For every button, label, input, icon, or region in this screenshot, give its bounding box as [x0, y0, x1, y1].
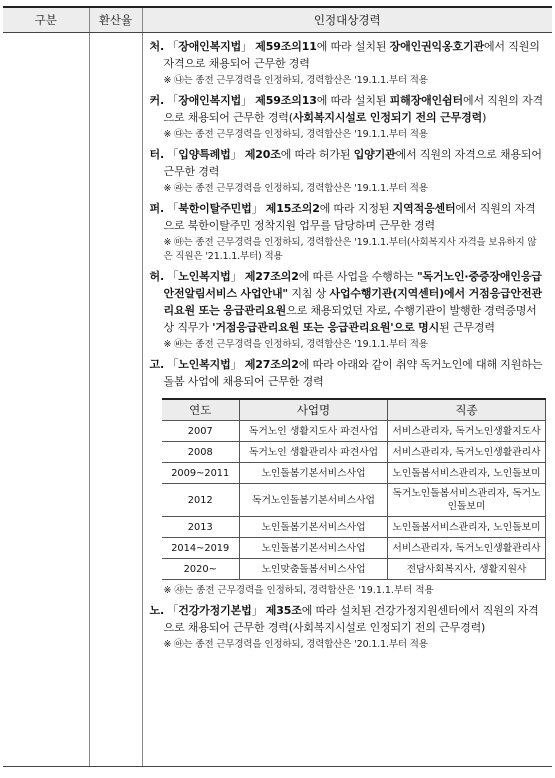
- item-note: ※ ㉲는 종전 근무경력을 인정하되, 경력합산은 '19.1.1.부터(사회복지사 자격을 보유하지 않은 직원은 '21.1.1.부터) 적용: [163, 237, 537, 262]
- header-category: 구분: [3, 7, 89, 33]
- item-note: ※ ㉳는 종전 근무경력을 인정하되, 경력합산은 '19.1.1.부터 적용: [163, 339, 428, 350]
- item-description: 「북한이탈주민법」 제15조의2에 따라 지정된 지역적응센터에서 직원의 자격으로 북한이탈주민 정착지원 업무를 담당하며 근무한 경력: [163, 202, 536, 232]
- career-items: [150, 38, 545, 390]
- conversion-rate-cell: [89, 33, 142, 767]
- year-cell: 2012: [162, 484, 240, 517]
- sub-header-job: 직종: [388, 399, 546, 421]
- item-mark: 커.: [149, 94, 165, 107]
- year-cell: 2020~: [162, 559, 240, 580]
- sub-header-program: 사업명: [240, 399, 388, 421]
- job-cell: 서비스관리자, 독거노인생활지도사: [388, 421, 546, 442]
- item-mark: 처.: [149, 40, 165, 53]
- career-item-text: [150, 602, 545, 636]
- item-note: ※ ㉵는 종전 근무경력을 인정하되, 경력합산은 '20.1.1.부터 적용: [163, 639, 428, 650]
- career-item: [150, 92, 545, 142]
- sub-header-year: 연도: [162, 399, 240, 421]
- table-row: [162, 538, 546, 559]
- recognized-career-cell: [142, 33, 552, 767]
- career-item-text: [150, 38, 545, 72]
- program-cell: 노인돌봄기본서비스사업: [240, 538, 388, 559]
- job-cell: 서비스관리자, 독거노인생활관리사: [388, 538, 546, 559]
- program-cell: 노인돌봄기본서비스사업: [240, 517, 388, 538]
- care-program-table: [162, 398, 547, 580]
- sub-table-body: [162, 421, 546, 580]
- program-cell: 노인맞춤돌봄서비스사업: [240, 559, 388, 580]
- item-mark: 고.: [149, 358, 165, 371]
- job-cell: 서비스관리자, 독거노인생활관리사: [388, 442, 546, 463]
- career-item-text: [150, 92, 545, 126]
- career-item: [150, 356, 545, 390]
- program-cell: 노인돌봄기본서비스사업: [240, 463, 388, 484]
- job-cell: 독거노인돌봄서비스관리자, 독거노인돌보미: [388, 484, 546, 517]
- table-header-row: [3, 7, 552, 33]
- item-mark: 노.: [149, 604, 165, 617]
- program-cell: 독거노인돌봄기본서비스사업: [240, 484, 388, 517]
- table-row: [162, 463, 546, 484]
- sub-table-header-row: [162, 399, 546, 421]
- career-item-text: [150, 268, 545, 336]
- career-item: [150, 268, 545, 352]
- table-row: [162, 484, 546, 517]
- header-conversion-rate: 환산율: [89, 7, 142, 33]
- career-item-last: [150, 602, 545, 652]
- item-mark: 퍼.: [149, 202, 165, 215]
- item-description: 「노인복지법」 제27조의2에 따라 아래와 같이 취약 독거노인에 대해 지원하는 돌봄 사업에 채용되어 근무한 경력: [163, 358, 543, 388]
- year-cell: 2007: [162, 421, 240, 442]
- year-cell: 2009~2011: [162, 463, 240, 484]
- after-table-note: ※ ㉴는 종전 근무경력을 인정하되, 경력합산은 '19.1.1.부터 적용: [163, 585, 434, 596]
- career-item-text: [150, 356, 545, 390]
- career-item: [150, 200, 545, 264]
- year-cell: 2013: [162, 517, 240, 538]
- item-description: 「입양특례법」 제20조에 따라 허가된 입양기관에서 직원의 자격으로 채용되어 근무한 경력: [163, 148, 542, 178]
- item-mark: 터.: [149, 148, 165, 161]
- header-recognized-career: 인정대상경력: [142, 7, 552, 33]
- year-cell: 2014~2019: [162, 538, 240, 559]
- item-description: 「장애인복지법」 제59조의13에 따라 설치된 피해장애인쉼터에서 직원의 자격으로 채용되어 근무한 경력(사회복지시설로 인정되기 전의 근무경력): [163, 94, 544, 124]
- table-row: [162, 421, 546, 442]
- career-item: [150, 38, 545, 88]
- career-item-text: [150, 200, 545, 234]
- job-cell: 전담사회복지사, 생활지원사: [388, 559, 546, 580]
- program-cell: 독거노인 생활지도사 파견사업: [240, 421, 388, 442]
- item-description: 「장애인복지법」 제59조의11에 따라 설치된 장애인권익옹호기관에서 직원의 자격으로 채용되어 근무한 경력: [163, 40, 540, 70]
- item-description: 「노인복지법」 제27조의2에 따른 사업을 수행하는 "독거노인·중증장애인응급안전알림서비스 사업안내" 지침 상 사업수행기관(지역센터)에서 거점응급안전관리요원 또는 응급관리요원으로 채용되었던 자로, 수행기관이 발행한 경력증명서상 직무가 '거점응급관리요원 또는 응급관리요원'으로 명시된 근무경력: [163, 270, 542, 334]
- table-row: [162, 517, 546, 538]
- table-row: [162, 442, 546, 463]
- item-note: ※ ㉱는 종전 근무경력을 인정하되, 경력합산은 '19.1.1.부터 적용: [163, 183, 428, 194]
- job-cell: 노인돌봄서비스관리자, 노인돌보미: [388, 517, 546, 538]
- job-cell: 노인돌봄서비스관리자, 노인돌보미: [388, 463, 546, 484]
- table-row: [162, 559, 546, 580]
- career-item: [150, 146, 545, 196]
- career-item-text: [150, 146, 545, 180]
- year-cell: 2008: [162, 442, 240, 463]
- career-content: [143, 33, 553, 766]
- career-table: [3, 6, 552, 767]
- item-note: ※ ㉰는 종전 근무경력을 인정하되, 경력합산은 '19.1.1.부터 적용: [163, 129, 428, 140]
- program-cell: 독거노인 생활관리사 파견사업: [240, 442, 388, 463]
- table-body-row: [3, 33, 552, 767]
- category-cell: [3, 33, 89, 767]
- item-mark: 허.: [149, 270, 165, 283]
- item-description: 「건강가정기본법」 제35조에 따라 설치된 건강가정지원센터에서 직원의 자격으로 채용되어 근무한 경력(사회복지시설로 인정되기 전의 근무경력): [163, 604, 539, 634]
- item-note: ※ ㉯는 종전 근무경력을 인정하되, 경력합산은 '19.1.1.부터 적용: [163, 75, 428, 86]
